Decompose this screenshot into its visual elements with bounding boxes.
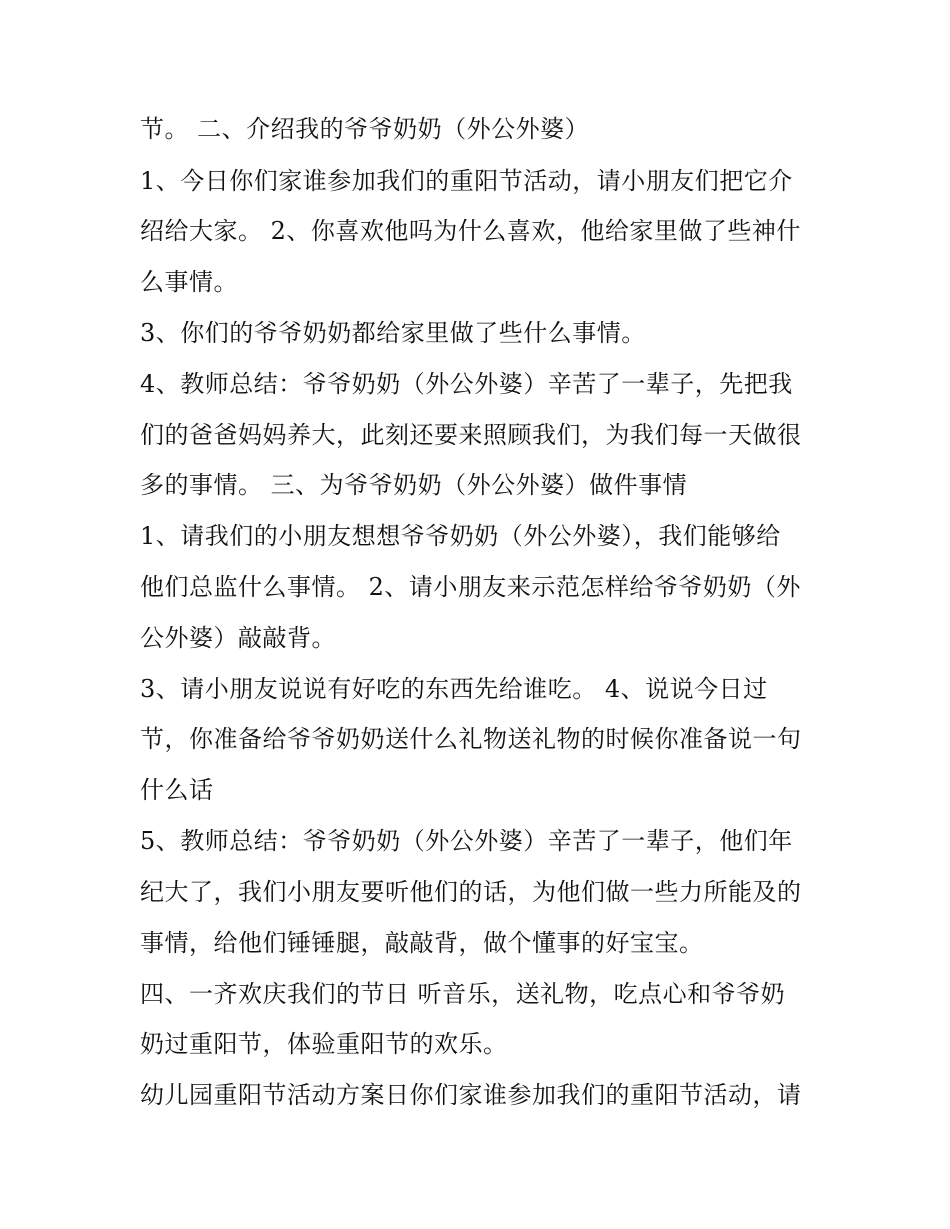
text-line: 节，你准备给爷爷奶奶送什么礼物送礼物的时候你准备说一句 xyxy=(140,725,802,753)
text-line: 4、教师总结：爷爷奶奶（外公外婆）辛苦了一辈子，先把我 xyxy=(140,370,793,398)
text-line: 什么话 xyxy=(140,776,214,804)
text-line: 公外婆）敲敲背。 xyxy=(140,624,336,652)
text-line: 幼儿园重阳节活动方案日你们家谁参加我们的重阳节活动，请 xyxy=(140,1081,802,1109)
text-line: 节。 二、介绍我的爷爷奶奶（外公外婆） xyxy=(140,115,590,143)
text-line: 1、请我们的小朋友想想爷爷奶奶（外公外婆），我们能够给 xyxy=(140,522,781,550)
text-line: 么事情。 xyxy=(140,268,238,296)
text-line: 多的事情。 三、为爷爷奶奶（外公外婆）做件事情 xyxy=(140,471,688,499)
text-line: 绍给大家。 2、你喜欢他吗为什么喜欢，他给家里做了些神什 xyxy=(140,217,801,245)
text-line: 3、请小朋友说说有好吃的东西先给谁吃。 4、说说今日过 xyxy=(140,675,768,703)
text-line: 他们总监什么事情。 2、请小朋友来示范怎样给爷爷奶奶（外 xyxy=(140,573,801,601)
text-line: 奶过重阳节，体验重阳节的欢乐。 xyxy=(140,1030,508,1058)
text-line: 1、今日你们家谁参加我们的重阳节活动，请小朋友们把它介 xyxy=(140,167,793,195)
text-line: 四、一齐欢庆我们的节日 听音乐，送礼物，吃点心和爷爷奶 xyxy=(140,980,786,1008)
text-line: 事情，给他们锤锤腿，敲敲背，做个懂事的好宝宝。 xyxy=(140,929,704,957)
text-line: 们的爸爸妈妈养大，此刻还要来照顾我们，为我们每一天做很 xyxy=(140,421,802,449)
text-line: 5、教师总结：爷爷奶奶（外公外婆）辛苦了一辈子，他们年 xyxy=(140,827,793,855)
text-line: 纪大了，我们小朋友要听他们的话，为他们做一些力所能及的 xyxy=(140,878,802,906)
text-line: 3、你们的爷爷奶奶都给家里做了些什么事情。 xyxy=(140,319,646,347)
